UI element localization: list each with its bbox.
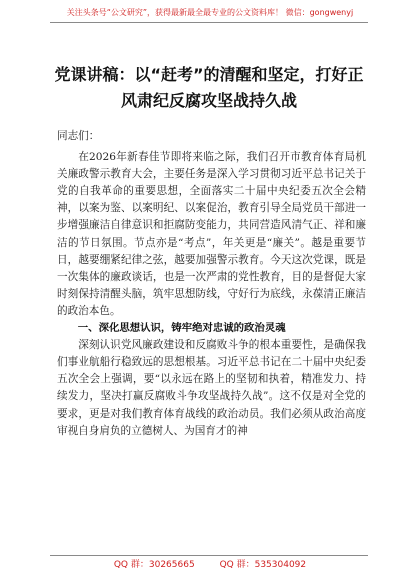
document-title: 党课讲稿：以“赶考”的清醒和坚定，打好正风肃纪反腐攻坚战持久战 — [54, 65, 364, 110]
header-divider — [50, 22, 368, 23]
footer-qq-group-2: QQ 群：535304092 — [219, 560, 307, 570]
salutation: 同志们： — [57, 130, 100, 142]
header-banner: 关注头条号“公文研究”，获得最新最全最专业的公文资料库！ 微信：gongwenyj — [66, 8, 354, 17]
document-body — [57, 128, 366, 440]
footer-qq-group-1: QQ 群：30265665 — [113, 560, 195, 570]
footer-divider — [50, 555, 368, 556]
body-paragraph: 在2026年新春佳节即将来临之际，我们召开市教育体育局机关廉政警示教育大会，主要任务是深入学习贯彻习近平总书记关于党的自我革命的重要思想，全面落实二十届中央纪委五次全会精神，以案为鉴、以案明纪、以案促治，教育引导全局党员干部进一步增强廉洁自律意识和拒腐防变能力，共同营造风清气正、祥和廉洁的节日氛围。节点亦是“考点”，年关更是“廉关”。越是重要节日，越要绷紧纪律之弦，越要加强警示教育。今天这次党课，既是一次集体的廉政谈话，也是一次严肃的党性教育，目的是督促大家时刻保持清醒头脑，筑牢思想防线，守好行为底线，永葆清正廉洁的政治本色。 — [57, 151, 366, 317]
footer — [52, 558, 368, 572]
section-paragraph: 深刻认识党风廉政建设和反腐败斗争的根本重要性，是确保我们事业航船行稳致远的思想根基。习近平总书记在二十届中央纪委五次全会上强调，要“以永远在路上的坚韧和执着，精准发力、持续发力，坚决打赢反腐败斗争攻坚战持久战”。这不仅是对全党的要求，更是对我们教育体育战线的政治动员。我们必须从政治高度审视自身肩负的立德树人、为国育才的神 — [57, 339, 366, 437]
section-heading: 一、深化思想认识，铸牢绝对忠诚的政治灵魂 — [77, 322, 286, 335]
